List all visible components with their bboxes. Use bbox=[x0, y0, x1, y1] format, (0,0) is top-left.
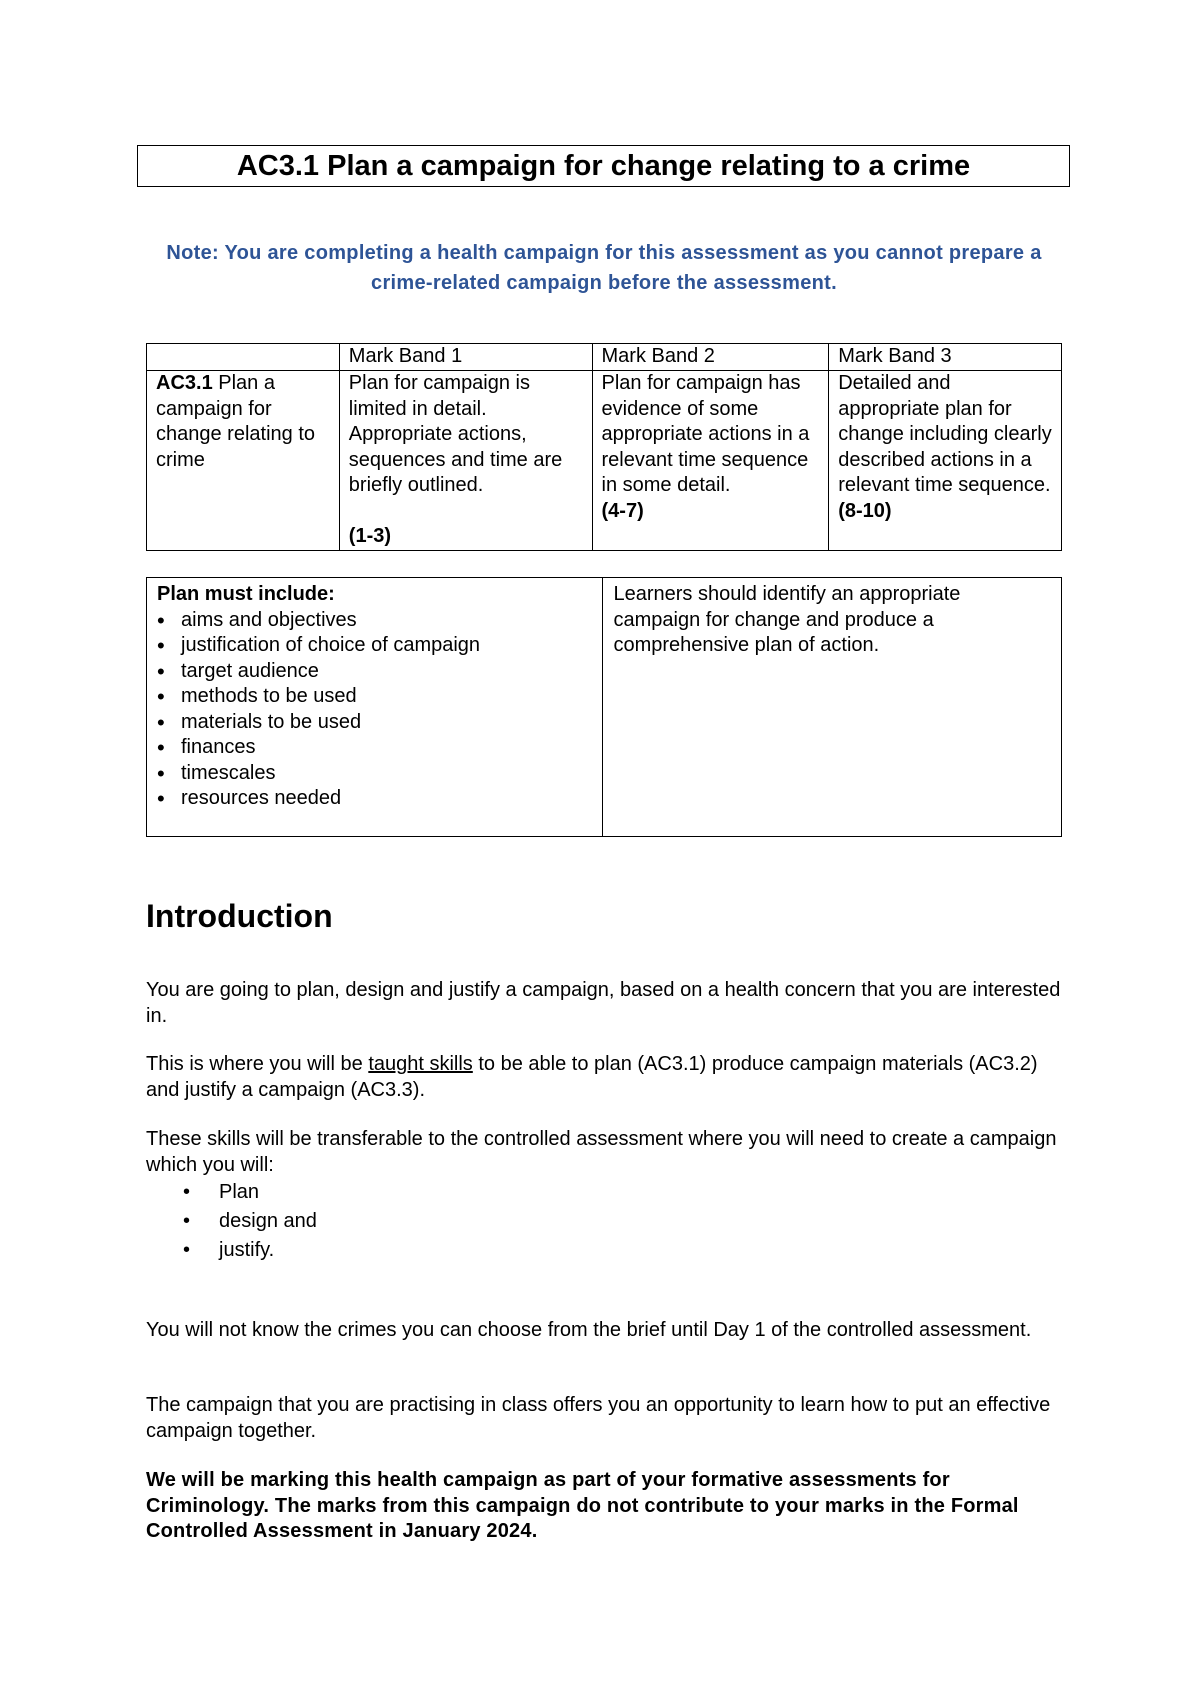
band-3-cell bbox=[829, 371, 1062, 551]
intro-paragraph-3: These skills will be transferable to the controlled assessment where you will need to create a campaign which you will: bbox=[146, 1128, 1057, 1176]
band-2-cell bbox=[592, 371, 829, 551]
mark-band-header-row bbox=[147, 344, 1062, 371]
list-item: • justification of choice of campaign bbox=[157, 633, 592, 659]
taught-skills-underlined: taught skills bbox=[368, 1053, 473, 1075]
band-1-cell bbox=[339, 371, 592, 551]
skills-list bbox=[183, 1178, 317, 1265]
band-1-spacer bbox=[349, 499, 583, 525]
plan-checklist bbox=[157, 608, 592, 812]
list-item: • methods to be used bbox=[157, 684, 592, 710]
list-item: • finances bbox=[157, 735, 592, 761]
assessment-note: Note: You are completing a health campaign for this assessment as you cannot prepare a crime-related campaign before the assessment. bbox=[166, 242, 1042, 294]
formative-assessment-notice: We will be marking this health campaign as part of your formative assessments for Criminology. The marks from this campaign do not contribute to your marks in the Formal Controlled Assessment in January 2024. bbox=[146, 1469, 1019, 1542]
band-3-description: Detailed and appropriate plan for change including clearly described actions in a relevant time sequence. bbox=[838, 372, 1052, 496]
plan-requirements-table bbox=[146, 577, 1062, 837]
list-item: • materials to be used bbox=[157, 710, 592, 736]
page-title-text: AC3.1 Plan a campaign for change relating to a crime bbox=[236, 149, 971, 182]
intro-paragraph-2 bbox=[146, 1052, 1066, 1103]
band-1-marks: (1-3) bbox=[348, 525, 392, 547]
mark-band-criteria-row bbox=[147, 371, 1062, 551]
band-1-description: Plan for campaign is limited in detail. Appropriate actions, sequences and time are briefly outlined. bbox=[348, 372, 563, 496]
intro-paragraph-1: You are going to plan, design and justify a campaign, based on a health concern that you are interested in. bbox=[146, 979, 1061, 1027]
list-item: • aims and objectives bbox=[157, 608, 592, 634]
intro-paragraph-5: The campaign that you are practising in class offers you an opportunity to learn how to put an effective campaign together. bbox=[146, 1394, 1051, 1442]
plan-checklist-heading: Plan must include: bbox=[157, 583, 335, 605]
intro-paragraph-2-end: to be able to plan (AC3.1) produce campaign materials (AC3.2) and justify a campaign (AC3.3). bbox=[146, 1053, 1038, 1101]
intro-paragraph-4: You will not know the crimes you can choose from the brief until Day 1 of the controlled assessment. bbox=[146, 1319, 1032, 1341]
list-item: • justify. bbox=[183, 1236, 317, 1265]
header-cell-band-2: Mark Band 2 bbox=[592, 344, 829, 371]
header-cell-band-1: Mark Band 1 bbox=[339, 344, 592, 371]
criterion-code: AC3.1 bbox=[156, 372, 213, 394]
list-item: • design and bbox=[183, 1207, 317, 1236]
plan-checklist-cell bbox=[147, 578, 603, 837]
learner-guidance-text: Learners should identify an appropriate campaign for change and produce a comprehensive plan of action. bbox=[613, 583, 961, 656]
band-2-marks: (4-7) bbox=[601, 499, 644, 522]
intro-paragraph-2-start: This is where you will be bbox=[146, 1053, 369, 1075]
header-cell-band-3: Mark Band 3 bbox=[829, 344, 1062, 371]
learner-guidance-cell bbox=[603, 578, 1062, 837]
mark-band-table bbox=[146, 343, 1062, 551]
list-item: • resources needed bbox=[157, 786, 592, 812]
criterion-cell bbox=[147, 371, 340, 551]
header-cell-empty bbox=[147, 344, 340, 371]
band-2-description: Plan for campaign has evidence of some appropriate actions in a relevant time sequence in some detail. bbox=[601, 372, 810, 496]
list-item: • Plan bbox=[183, 1178, 317, 1207]
band-3-marks: (8-10) bbox=[838, 499, 892, 522]
page-title bbox=[137, 145, 1070, 187]
plan-requirements-row bbox=[147, 578, 1062, 837]
list-item: • timescales bbox=[157, 761, 592, 787]
introduction-heading: Introduction bbox=[146, 898, 333, 934]
list-item: • target audience bbox=[157, 659, 592, 685]
criterion-description: Plan a campaign for change relating to crime bbox=[156, 372, 316, 471]
